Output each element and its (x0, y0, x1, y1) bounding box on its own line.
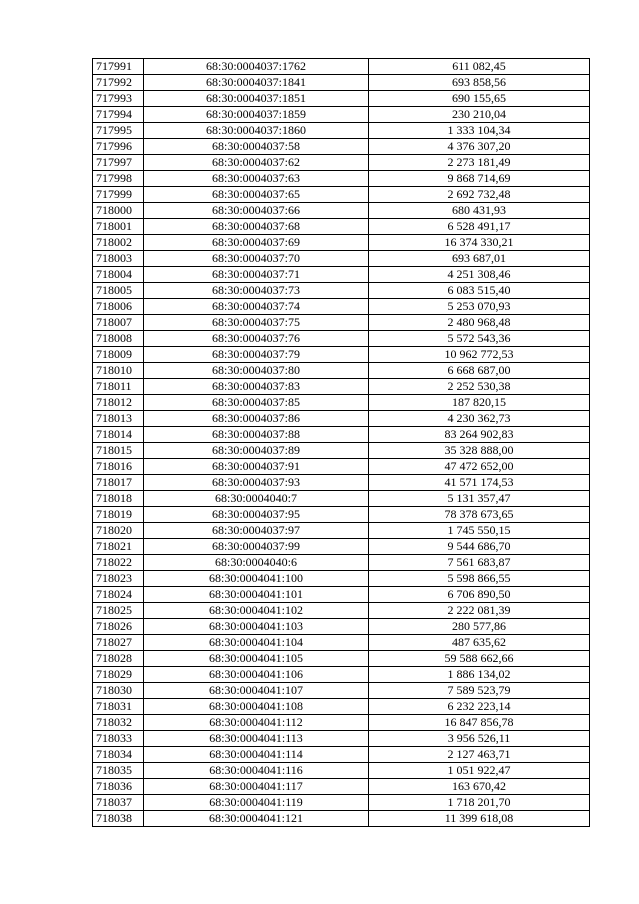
row-number-cell: 718017 (93, 475, 144, 491)
cadastral-value-cell: 7 589 523,79 (369, 683, 590, 699)
row-number-cell: 718008 (93, 331, 144, 347)
table-row (93, 651, 590, 667)
cadastral-number-cell: 68:30:0004037:70 (144, 251, 369, 267)
row-number-cell: 718027 (93, 635, 144, 651)
table-row (93, 59, 590, 75)
table-row (93, 443, 590, 459)
table-body (93, 59, 590, 827)
row-number-cell: 717992 (93, 75, 144, 91)
cadastral-number-cell: 68:30:0004037:58 (144, 139, 369, 155)
cadastral-value-cell: 6 706 890,50 (369, 587, 590, 603)
cadastral-number-cell: 68:30:0004037:79 (144, 347, 369, 363)
row-number-cell: 718016 (93, 459, 144, 475)
table-row (93, 379, 590, 395)
row-number-cell: 718018 (93, 491, 144, 507)
cadastral-number-cell: 68:30:0004037:1860 (144, 123, 369, 139)
cadastral-number-cell: 68:30:0004037:69 (144, 235, 369, 251)
row-number-cell: 718035 (93, 763, 144, 779)
row-number-cell: 717994 (93, 107, 144, 123)
cadastral-value-cell: 693 687,01 (369, 251, 590, 267)
cadastral-value-cell: 163 670,42 (369, 779, 590, 795)
table-row (93, 75, 590, 91)
cadastral-value-cell: 5 131 357,47 (369, 491, 590, 507)
table-row (93, 587, 590, 603)
cadastral-number-cell: 68:30:0004041:105 (144, 651, 369, 667)
cadastral-number-cell: 68:30:0004037:66 (144, 203, 369, 219)
cadastral-number-cell: 68:30:0004041:117 (144, 779, 369, 795)
cadastral-value-cell: 487 635,62 (369, 635, 590, 651)
table-row (93, 171, 590, 187)
row-number-cell: 718002 (93, 235, 144, 251)
cadastral-value-cell: 5 253 070,93 (369, 299, 590, 315)
cadastral-number-cell: 68:30:0004041:108 (144, 699, 369, 715)
cadastral-value-cell: 9 868 714,69 (369, 171, 590, 187)
row-number-cell: 717997 (93, 155, 144, 171)
table-row (93, 635, 590, 651)
cadastral-value-cell: 6 232 223,14 (369, 699, 590, 715)
cadastral-value-cell: 41 571 174,53 (369, 475, 590, 491)
cadastral-number-cell: 68:30:0004041:104 (144, 635, 369, 651)
row-number-cell: 718006 (93, 299, 144, 315)
table-row (93, 571, 590, 587)
cadastral-value-cell: 5 572 543,36 (369, 331, 590, 347)
row-number-cell: 718001 (93, 219, 144, 235)
cadastral-value-cell: 1 718 201,70 (369, 795, 590, 811)
table-row (93, 395, 590, 411)
cadastral-value-cell: 1 745 550,15 (369, 523, 590, 539)
row-number-cell: 717998 (93, 171, 144, 187)
cadastral-value-cell: 47 472 652,00 (369, 459, 590, 475)
row-number-cell: 718023 (93, 571, 144, 587)
row-number-cell: 718026 (93, 619, 144, 635)
cadastral-number-cell: 68:30:0004041:114 (144, 747, 369, 763)
cadastral-value-cell: 1 051 922,47 (369, 763, 590, 779)
row-number-cell: 718029 (93, 667, 144, 683)
table-row (93, 619, 590, 635)
cadastral-number-cell: 68:30:0004037:80 (144, 363, 369, 379)
cadastral-number-cell: 68:30:0004037:73 (144, 283, 369, 299)
cadastral-value-cell: 693 858,56 (369, 75, 590, 91)
cadastral-number-cell: 68:30:0004041:102 (144, 603, 369, 619)
cadastral-number-cell: 68:30:0004041:113 (144, 731, 369, 747)
cadastral-number-cell: 68:30:0004037:1841 (144, 75, 369, 91)
cadastral-number-cell: 68:30:0004037:95 (144, 507, 369, 523)
row-number-cell: 718000 (93, 203, 144, 219)
table-row (93, 107, 590, 123)
row-number-cell: 718009 (93, 347, 144, 363)
row-number-cell: 717995 (93, 123, 144, 139)
cadastral-number-cell: 68:30:0004040:7 (144, 491, 369, 507)
cadastral-number-cell: 68:30:0004037:83 (144, 379, 369, 395)
cadastral-value-cell: 11 399 618,08 (369, 811, 590, 827)
cadastral-number-cell: 68:30:0004037:63 (144, 171, 369, 187)
row-number-cell: 718021 (93, 539, 144, 555)
table-row (93, 411, 590, 427)
row-number-cell: 718022 (93, 555, 144, 571)
cadastral-number-cell: 68:30:0004037:1859 (144, 107, 369, 123)
table-row (93, 603, 590, 619)
table-row (93, 283, 590, 299)
cadastral-number-cell: 68:30:0004037:71 (144, 267, 369, 283)
table-row (93, 251, 590, 267)
table-row (93, 299, 590, 315)
cadastral-number-cell: 68:30:0004037:75 (144, 315, 369, 331)
table-row (93, 331, 590, 347)
cadastral-value-cell: 2 252 530,38 (369, 379, 590, 395)
row-number-cell: 717996 (93, 139, 144, 155)
table-row (93, 203, 590, 219)
table-row (93, 267, 590, 283)
table-row (93, 731, 590, 747)
cadastral-number-cell: 68:30:0004037:89 (144, 443, 369, 459)
cadastral-number-cell: 68:30:0004040:6 (144, 555, 369, 571)
table-row (93, 747, 590, 763)
cadastral-value-cell: 4 251 308,46 (369, 267, 590, 283)
table-row (93, 683, 590, 699)
cadastral-value-cell: 1 333 104,34 (369, 123, 590, 139)
table-row (93, 715, 590, 731)
row-number-cell: 718005 (93, 283, 144, 299)
row-number-cell: 718007 (93, 315, 144, 331)
table-row (93, 315, 590, 331)
table-row (93, 91, 590, 107)
cadastral-number-cell: 68:30:0004037:68 (144, 219, 369, 235)
cadastral-value-cell: 10 962 772,53 (369, 347, 590, 363)
row-number-cell: 718034 (93, 747, 144, 763)
table-row (93, 555, 590, 571)
table-row (93, 187, 590, 203)
row-number-cell: 718037 (93, 795, 144, 811)
cadastral-value-cell: 2 127 463,71 (369, 747, 590, 763)
cadastral-number-cell: 68:30:0004037:86 (144, 411, 369, 427)
cadastral-number-cell: 68:30:0004041:121 (144, 811, 369, 827)
cadastral-value-cell: 611 082,45 (369, 59, 590, 75)
cadastral-value-cell: 6 668 687,00 (369, 363, 590, 379)
table-row (93, 763, 590, 779)
cadastral-number-cell: 68:30:0004037:76 (144, 331, 369, 347)
row-number-cell: 717999 (93, 187, 144, 203)
table-row (93, 235, 590, 251)
table-row (93, 347, 590, 363)
table-row (93, 779, 590, 795)
cadastral-value-cell: 35 328 888,00 (369, 443, 590, 459)
cadastral-value-table (92, 58, 590, 827)
cadastral-number-cell: 68:30:0004037:74 (144, 299, 369, 315)
cadastral-number-cell: 68:30:0004037:62 (144, 155, 369, 171)
table-row (93, 667, 590, 683)
cadastral-value-cell: 1 886 134,02 (369, 667, 590, 683)
cadastral-value-cell: 2 480 968,48 (369, 315, 590, 331)
cadastral-number-cell: 68:30:0004041:106 (144, 667, 369, 683)
cadastral-number-cell: 68:30:0004037:88 (144, 427, 369, 443)
cadastral-value-cell: 83 264 902,83 (369, 427, 590, 443)
row-number-cell: 718028 (93, 651, 144, 667)
row-number-cell: 718011 (93, 379, 144, 395)
cadastral-value-cell: 7 561 683,87 (369, 555, 590, 571)
row-number-cell: 718012 (93, 395, 144, 411)
row-number-cell: 718032 (93, 715, 144, 731)
cadastral-number-cell: 68:30:0004041:116 (144, 763, 369, 779)
row-number-cell: 718014 (93, 427, 144, 443)
row-number-cell: 718013 (93, 411, 144, 427)
cadastral-value-cell: 2 692 732,48 (369, 187, 590, 203)
cadastral-value-cell: 2 273 181,49 (369, 155, 590, 171)
cadastral-number-cell: 68:30:0004041:101 (144, 587, 369, 603)
table-row (93, 523, 590, 539)
row-number-cell: 718031 (93, 699, 144, 715)
cadastral-value-cell: 6 528 491,17 (369, 219, 590, 235)
table-row (93, 427, 590, 443)
cadastral-value-cell: 4 376 307,20 (369, 139, 590, 155)
row-number-cell: 717993 (93, 91, 144, 107)
row-number-cell: 718024 (93, 587, 144, 603)
cadastral-value-cell: 5 598 866,55 (369, 571, 590, 587)
cadastral-number-cell: 68:30:0004041:107 (144, 683, 369, 699)
cadastral-value-cell: 6 083 515,40 (369, 283, 590, 299)
cadastral-number-cell: 68:30:0004037:97 (144, 523, 369, 539)
table-row (93, 475, 590, 491)
cadastral-value-cell: 2 222 081,39 (369, 603, 590, 619)
cadastral-number-cell: 68:30:0004041:100 (144, 571, 369, 587)
table-row (93, 459, 590, 475)
cadastral-number-cell: 68:30:0004037:99 (144, 539, 369, 555)
table-row (93, 811, 590, 827)
row-number-cell: 718030 (93, 683, 144, 699)
row-number-cell: 718010 (93, 363, 144, 379)
row-number-cell: 718019 (93, 507, 144, 523)
table-row (93, 155, 590, 171)
row-number-cell: 718036 (93, 779, 144, 795)
cadastral-number-cell: 68:30:0004041:103 (144, 619, 369, 635)
row-number-cell: 718020 (93, 523, 144, 539)
cadastral-number-cell: 68:30:0004037:91 (144, 459, 369, 475)
table-row (93, 795, 590, 811)
row-number-cell: 718004 (93, 267, 144, 283)
cadastral-value-cell: 16 847 856,78 (369, 715, 590, 731)
cadastral-number-cell: 68:30:0004041:112 (144, 715, 369, 731)
cadastral-value-cell: 187 820,15 (369, 395, 590, 411)
row-number-cell: 718015 (93, 443, 144, 459)
cadastral-number-cell: 68:30:0004037:1851 (144, 91, 369, 107)
cadastral-value-cell: 59 588 662,66 (369, 651, 590, 667)
cadastral-value-cell: 78 378 673,65 (369, 507, 590, 523)
table-row (93, 363, 590, 379)
cadastral-number-cell: 68:30:0004037:93 (144, 475, 369, 491)
cadastral-number-cell: 68:30:0004037:85 (144, 395, 369, 411)
table-row (93, 507, 590, 523)
cadastral-value-cell: 9 544 686,70 (369, 539, 590, 555)
cadastral-value-cell: 280 577,86 (369, 619, 590, 635)
row-number-cell: 718025 (93, 603, 144, 619)
table-row (93, 491, 590, 507)
cadastral-value-cell: 4 230 362,73 (369, 411, 590, 427)
row-number-cell: 718033 (93, 731, 144, 747)
table-row (93, 123, 590, 139)
row-number-cell: 718038 (93, 811, 144, 827)
table-row (93, 139, 590, 155)
cadastral-value-cell: 230 210,04 (369, 107, 590, 123)
cadastral-number-cell: 68:30:0004037:1762 (144, 59, 369, 75)
cadastral-value-cell: 16 374 330,21 (369, 235, 590, 251)
table-row (93, 539, 590, 555)
cadastral-number-cell: 68:30:0004037:65 (144, 187, 369, 203)
cadastral-value-cell: 690 155,65 (369, 91, 590, 107)
row-number-cell: 718003 (93, 251, 144, 267)
cadastral-value-cell: 3 956 526,11 (369, 731, 590, 747)
table-row (93, 699, 590, 715)
table-row (93, 219, 590, 235)
cadastral-number-cell: 68:30:0004041:119 (144, 795, 369, 811)
cadastral-value-cell: 680 431,93 (369, 203, 590, 219)
row-number-cell: 717991 (93, 59, 144, 75)
